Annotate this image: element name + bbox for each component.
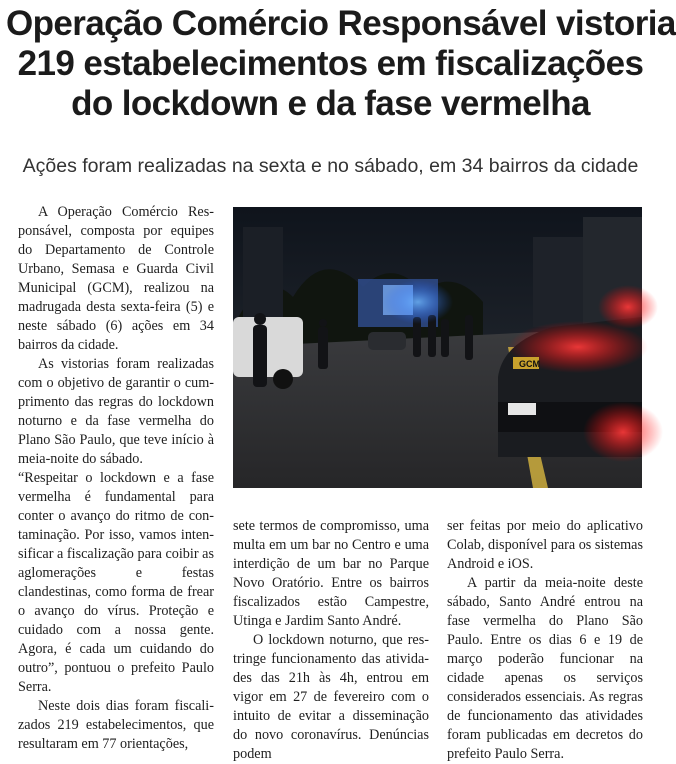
paragraph: “Respeitar o lockdown e a fase vermelha é fundamental para conter o avanço do ritmo de contaminação. Por isso, vamos intensificar a fiscalização para coibir as aglomerações e festas clandestinas, como forma de frear o avanço do vírus. Proteção e cuidado com a nossa gente. Agora, é cada um cuidando do outro”, pontuou o prefeito Paulo Serra. — [18, 470, 214, 695]
building — [533, 237, 583, 327]
tail-glow — [583, 402, 663, 462]
paragraph: O lockdown noturno, que restringe funcionamento das atividades das 21h às 4h, entrou em vigor em 27 de fevereiro com o intuito de evitar a disseminação do novo coronavírus. Denúncias podem — [233, 632, 429, 762]
paragraph: Neste dois dias foram fiscalizados 219 estabelecimentos, que resultaram em 77 orientações, — [18, 698, 214, 752]
headline — [6, 4, 676, 124]
blue-glow — [383, 280, 453, 324]
paragraph: As vistorias foram realizadas com o objetivo de garantir o cumprimento das regras do lockdown noturno e da fase vermelha do Plano São Paulo, que teve início à meia-noite do sábado. — [18, 356, 214, 467]
paragraph: A Operação Comércio Responsável, composta por equipes do Departamento de Controle Urbano, Semasa e Guarda Civil Municipal (GCM), realizou na madrugada desta sexta-feira (5) e neste sábado (6) ações em 34 bairros da cidade. — [18, 204, 214, 353]
headline-line-2: 219 estabelecimentos em fiscalizações — [17, 44, 644, 83]
car — [368, 332, 406, 350]
night-street-photo — [233, 207, 642, 488]
license-plate — [508, 403, 536, 415]
article-column-1 — [18, 203, 214, 752]
gcm-label: GCM — [519, 359, 540, 369]
wheel — [273, 369, 293, 389]
headline-line-3: do lockdown e da fase vermelha — [71, 84, 590, 123]
paragraph: ser feitas por meio do aplicativo Colab, disponível para os sistemas Android e iOS. — [447, 518, 643, 572]
paragraph: sete termos de compromisso, uma multa em um bar no Centro e uma interdição de um bar no Parque Novo Oratório. Entre os bairros fiscalizados estão Campestre, Utinga e Jardim Santo André. — [233, 518, 429, 629]
siren-glow — [598, 285, 658, 329]
subheadline: Ações foram realizadas na sexta e no sábado, em 34 bairros da cidade — [22, 155, 639, 177]
photo-illustration — [233, 207, 642, 488]
paragraph: A partir da meia-noite deste sábado, Santo André entrou na fase vermelha do Plano São Paulo. Entre os dias 6 e 19 de março poderão funcionar na cidade apenas os serviços considerados essenciais. As regras de funcionamento das atividades foram publicadas em decretos do prefeito Paulo Serra. — [447, 575, 643, 762]
article-column-3 — [447, 517, 643, 762]
article-column-2 — [233, 517, 429, 762]
headline-line-1: Operação Comércio Responsável vistoria — [6, 4, 676, 43]
white-truck — [233, 317, 303, 377]
